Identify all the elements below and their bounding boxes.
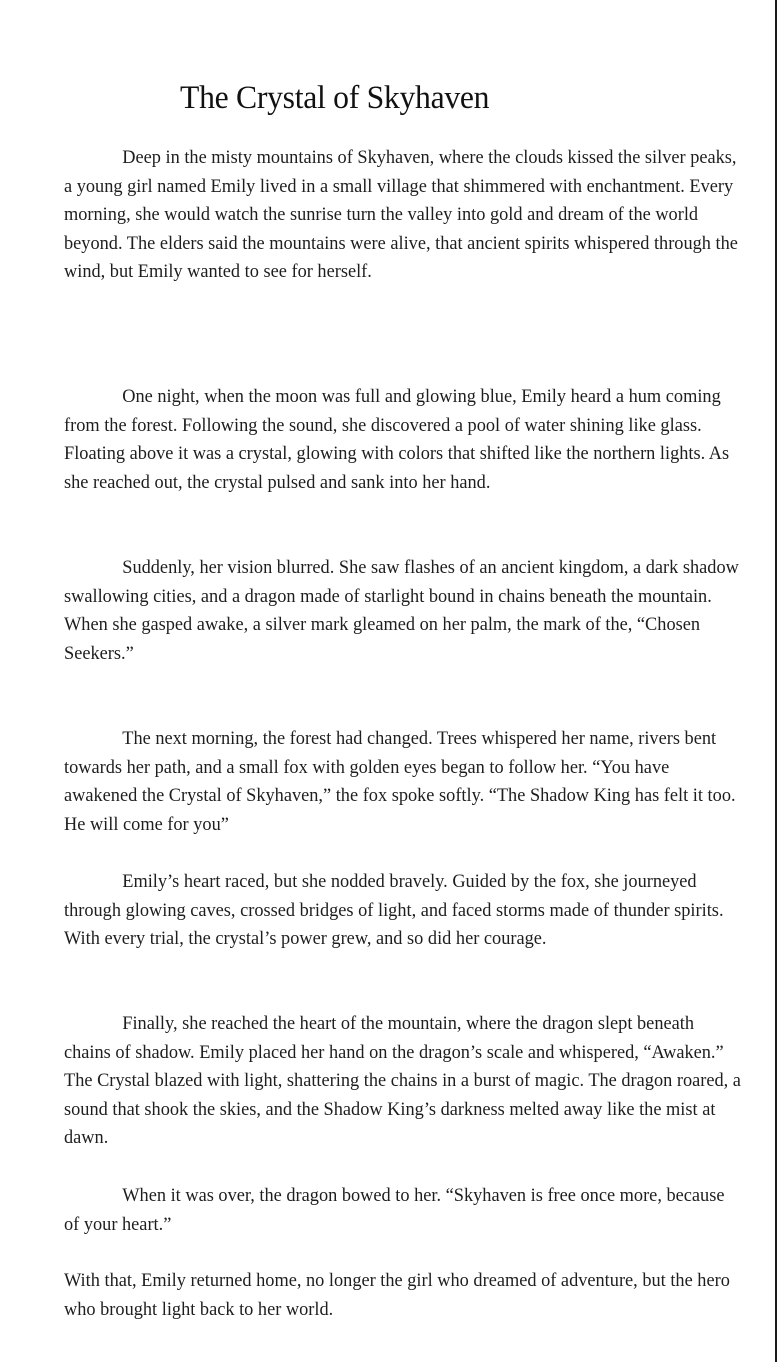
paragraph-2: One night, when the moon was full and glowing blue, Emily heard a hum coming from the forest. Following the sound, she discovered a pool of water shining like glass. Floating above it was a crystal, glowing with colors that shifted like the northern lights. As she reached out, the crystal pulsed and sank into her hand. [64,386,730,493]
paragraph-3: Suddenly, her vision blurred. She saw flashes of an ancient kingdom, a dark shadow swallowing cities, and a dragon made of starlight bound in chains beneath the mountain. When she gasped awake, a silver mark gleamed on her palm, the mark of the, “Chosen Seekers.” [64,557,739,664]
paragraph-4: The next morning, the forest had changed. Trees whispered her name, rivers bent towards her path, and a small fox with golden eyes began to follow her. “You have awakened the Crystal of Skyhaven,” the fox spoke softly. “The Shadow King has felt it too. He will come for you” [64,728,736,835]
paragraph-5: Emily’s heart raced, but she nodded bravely. Guided by the fox, she journeyed through glowing caves, crossed bridges of light, and faced storms made of thunder spirits. With every trial, the crystal’s power grew, and so did her courage. [64,871,724,949]
paragraph-8: With that, Emily returned home, no longer the girl who dreamed of adventure, but the hero who brought light back to her world. [64,1270,730,1320]
paragraph-7: When it was over, the dragon bowed to her. “Skyhaven is free once more, because of your heart.” [64,1185,725,1235]
document-title: The Crystal of Skyhaven [180,80,490,116]
paragraph-6: Finally, she reached the heart of the mountain, where the dragon slept beneath chains of shadow. Emily placed her hand on the dragon’s scale and whispered, “Awaken.” The Crystal blazed with light, shattering the chains in a burst of magic. The dragon roared, a sound that shook the skies, and the Shadow King’s darkness melted away like the mist at dawn. [64,1013,741,1148]
paragraph-1: Deep in the misty mountains of Skyhaven, where the clouds kissed the silver peaks, a young girl named Emily lived in a small village that shimmered with enchantment. Every morning, she would watch the sunrise turn the valley into gold and dream of the world beyond. The elders said the mountains were alive, that ancient spirits whispered through the wind, but Emily wanted to see for herself. [64,147,738,282]
